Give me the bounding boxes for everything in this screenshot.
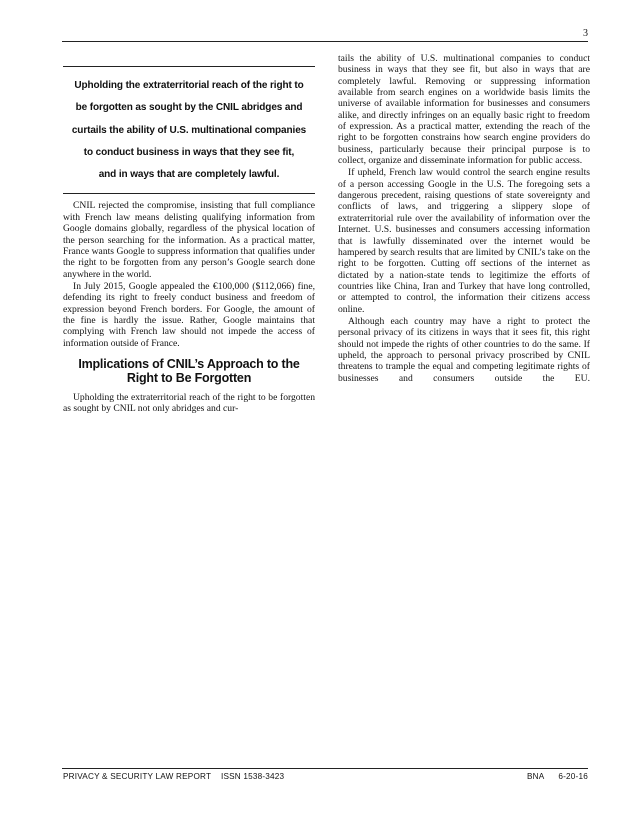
footer-right xyxy=(527,772,588,781)
pull-quote-line: curtails the ability of U.S. multinational companies xyxy=(71,124,307,136)
footer-publisher: BNA xyxy=(526,772,545,781)
pull-quote-line: Upholding the extraterritorial reach of the right to xyxy=(74,80,304,91)
body-paragraph: Although each country may have a right to protect the personal privacy of its citizens in ways that it sees fit, this right should not impede the rights of other countries to do the same. If upheld, the approach to personal privacy proscribed by CNIL threatens to trample the equal and competing legitimate rights of businesses and consumers outside the EU. xyxy=(338,315,590,384)
footer-date: 6-20-16 xyxy=(558,772,588,781)
pull-quote-line: to conduct business in ways that they see fit, xyxy=(83,146,295,158)
footer-rule xyxy=(62,768,588,769)
page-number: 3 xyxy=(583,28,588,39)
footer-publication: PRIVACY & SECURITY LAW REPORT xyxy=(63,772,212,781)
right-column xyxy=(338,53,590,384)
body-paragraph: CNIL rejected the compromise, insisting that full compliance with French law means delisting qualifying information from Google domains globally, regardless of the physical location of the person searching for the information. As a practical matter, France wants Google to suppress information that qualifies under the right to be forgotten from any person’s Google search done anywhere in the world. xyxy=(63,200,315,280)
footer-left xyxy=(63,772,284,781)
body-paragraph: If upheld, French law would control the search engine results of a person accessing Google in the U.S. The foregoing sets a dangerous precedent, raising questions of state sovereignty and conflicts of laws, and triggering a slippery slope of extraterritorial rule over the availability of information over the Internet. U.S. businesses and consumers accessing information that is lawfully disseminated over the internet would be hampered by search results that are limited by CNIL’s take on the right to be forgotten. Cutting off sections of the internet as dictated by a nation-state tends to legitimize the efforts of countries like China, Iran and Turkey that have long controlled, or attempted to control, the information their citizens access online. xyxy=(338,167,590,315)
footer-issn: ISSN 1538-3423 xyxy=(220,772,285,781)
left-column xyxy=(63,66,315,415)
continued-paragraph: tails the ability of U.S. multinational companies to conduct business in ways that they see fit, but also in ways that are completely lawful. Removing or suppressing information available from search engines on a worldwide basis limits the universe of available information for businesses and consumers alike, and directly infringes on an equally basic right to freedom of expression. As a practical matter, extending the reach of the right to be forgotten constrains how search engine providers do business, particularly because their principal purpose is to collect, organize and disseminate information for public access. xyxy=(338,53,590,167)
pull-quote-line: be forgotten as sought by the CNIL abridges and xyxy=(75,102,303,114)
body-paragraph: Upholding the extraterritorial reach of the right to be forgotten as sought by CNIL not only abridges and cur- xyxy=(63,391,315,415)
section-heading: Implications of CNIL’s Approach to the Right to Be Forgotten xyxy=(78,356,300,386)
pull-quote xyxy=(63,66,315,194)
pull-quote-line: and in ways that are completely lawful. xyxy=(98,169,280,181)
body-paragraph: In July 2015, Google appealed the €100,000 ($112,066) fine, defending its right to freely conduct business and freedom of expression beyond French borders. For Google, the amount of the fine is hardly the issue. Rather, Google maintains that complying with French law should not impede the access of information outside of France. xyxy=(63,280,315,349)
header-rule xyxy=(62,41,588,42)
